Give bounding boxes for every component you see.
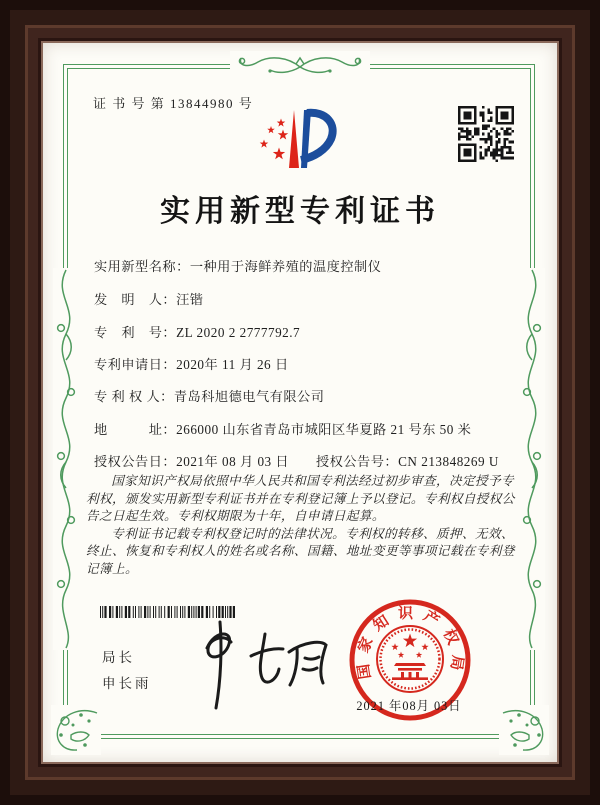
field-value: 一种用于海鲜养殖的温度控制仪: [189, 259, 382, 274]
grant-number-group: [316, 451, 499, 470]
field-row-filing-date: [94, 354, 514, 373]
field-value: 2021年 08 月 03 日: [176, 454, 290, 469]
signer-name: 申长雨: [102, 676, 152, 691]
field-row-address: [94, 419, 514, 438]
top-scroll-ornament-icon: [230, 51, 370, 83]
field-value: ZL 2020 2 2777792.7: [176, 325, 301, 340]
field-value: 汪锴: [176, 292, 204, 307]
signer-title: 局长: [102, 650, 135, 665]
field-value: 青岛科旭德电气有限公司: [173, 389, 325, 404]
field-label: 实用新型名称：: [94, 259, 190, 274]
official-seal: [346, 596, 474, 724]
field-label: 地 址：: [94, 422, 177, 437]
flourish-right-icon: [519, 268, 545, 650]
field-list: [94, 256, 514, 486]
certificate-title: 实用新型专利证书: [160, 195, 440, 228]
corner-ornament-left-icon: [51, 705, 101, 755]
field-label: 发 明 人：: [94, 292, 177, 307]
field-row-name: [94, 256, 514, 275]
qr-code: [458, 106, 514, 162]
seal-date: 2021 年08月 03日: [356, 699, 462, 713]
field-label: 专 利 权 人：: [94, 389, 174, 404]
field-row-patentee: [94, 386, 514, 405]
seal-arc-text: 国家知识产权局: [354, 606, 466, 681]
field-row-grant: [94, 451, 514, 470]
logo-stars-icon: [260, 119, 289, 160]
national-emblem-icon: [377, 626, 443, 692]
field-value: 2020年 11 月 26 日: [176, 357, 289, 372]
certificate-number: 证 书 号 第 13844980 号: [93, 96, 254, 111]
field-value: 266000 山东省青岛市城阳区华夏路 21 号东 50 米: [176, 422, 472, 437]
legal-text: [86, 473, 518, 579]
signature-script: [175, 606, 330, 714]
field-value: CN 213848269 U: [398, 454, 499, 469]
legal-paragraph-2: 专利证书记载专利权登记时的法律状况。专利权的转移、质押、无效、终止、恢复和专利权人的姓名或名称、国籍、地址变更等事项记载在专利登记簿上。: [86, 526, 515, 576]
corner-ornament-right-icon: [499, 705, 549, 755]
field-label: 专利申请日：: [94, 357, 177, 372]
field-label: 授权公告号：: [316, 454, 399, 469]
cnipa-logo: [252, 102, 352, 178]
legal-paragraph-1: 国家知识产权局依照中华人民共和国专利法经过初步审查，决定授予专利权，颁发实用新型专利证书并在专利登记簿上予以登记。专利权自授权公告之日起生效。专利权期限为十年，自申请日起算。: [86, 474, 515, 524]
field-row-inventor: [94, 289, 514, 308]
logo-wedge-icon: [289, 110, 299, 168]
field-label: 授权公告日：: [94, 454, 177, 469]
flourish-left-icon: [53, 268, 79, 650]
field-label: 专 利 号：: [94, 325, 177, 340]
field-row-patent-no: [94, 322, 514, 341]
